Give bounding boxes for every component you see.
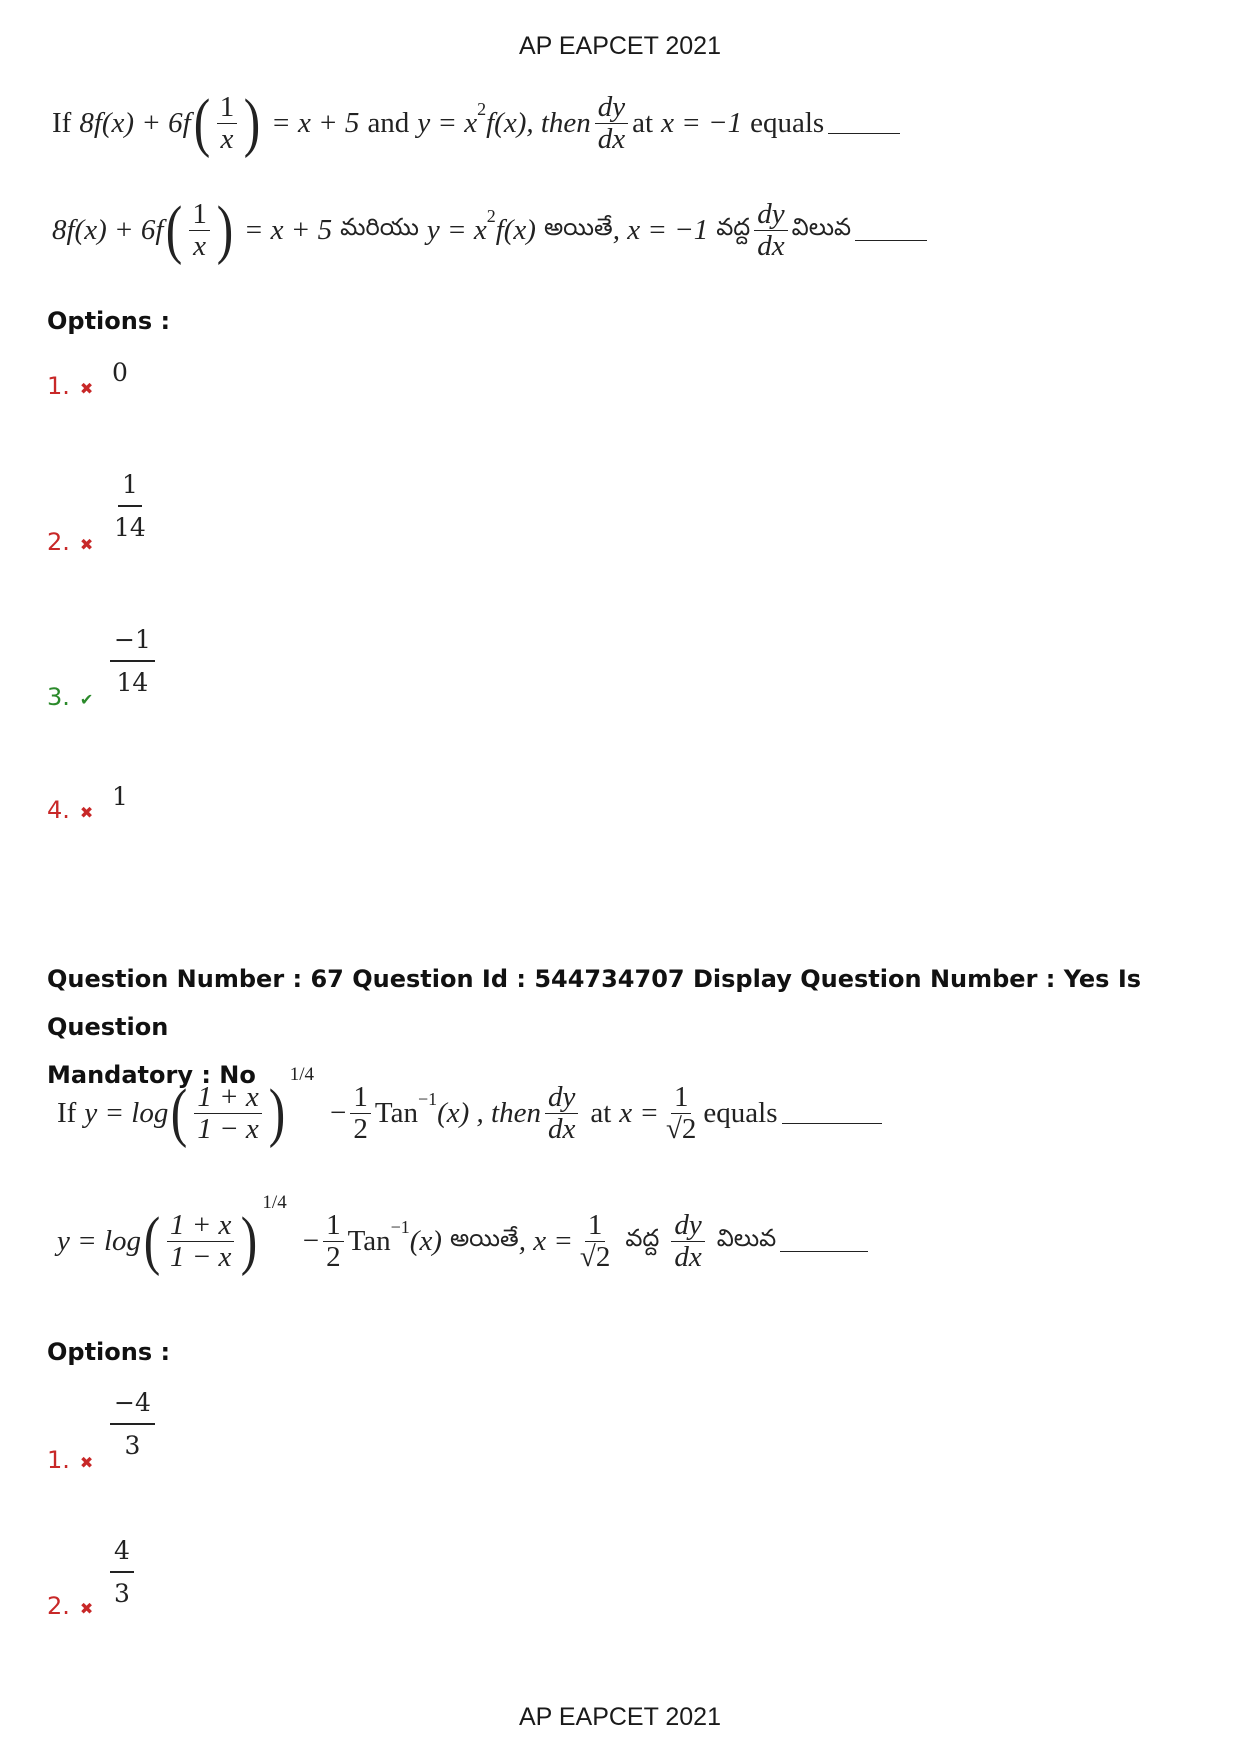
q66-te-lhs: 8f(x) + 6f (52, 213, 164, 246)
q66-te-dydx: $\frac{dy}{dx}$ (754, 199, 787, 261)
q66-option-3-value: $\frac{-1}{14}$ (110, 625, 155, 697)
q67-te-lparen: ( (143, 1204, 161, 1277)
q66-option-3 (47, 683, 93, 711)
q66-option-2 (47, 528, 93, 556)
q67-en-ylog: y = log (84, 1096, 169, 1129)
cross-icon: ✖ (79, 1599, 94, 1618)
q66-te-and: మరియు (340, 214, 419, 241)
q67-meta-line1: Question Number : 67 Question Id : 544734707 Display Question Number : Yes Is Question (47, 965, 1142, 1041)
option-number: 1. (47, 372, 70, 400)
q67-te-dydx: $\frac{dy}{dx}$ (671, 1210, 704, 1272)
q67-en-if: If (57, 1096, 77, 1129)
q67-te-rparen: ) (241, 1204, 258, 1277)
q66-option-4-value: 1 (112, 782, 128, 811)
cross-icon: ✖ (79, 379, 94, 398)
option-number: 2. (47, 1592, 70, 1620)
q66-option-1-value: 0 (112, 358, 128, 387)
q66-te-y2: f(x) (495, 213, 536, 246)
q66-te-if: అయితే (543, 214, 613, 241)
q67-option-2 (47, 1592, 93, 1620)
q67-en-dydx: $\frac{dy}{dx}$ (545, 1082, 578, 1144)
q67-en-frac: $\frac{1 + x}{1 - x}$ (194, 1082, 261, 1144)
q67-en-atx: x = (619, 1096, 659, 1129)
q66-te-lparen: ( (166, 193, 183, 266)
q67-question-telugu (57, 1192, 868, 1277)
cross-icon: ✖ (79, 1453, 94, 1472)
q67-te-atx: , x = (518, 1224, 573, 1257)
q67-en-inv: −1 (417, 1088, 438, 1109)
q66-en-y: y = x (417, 106, 478, 139)
q67-en-tanarg: (x) , then (437, 1096, 541, 1129)
q66-option-4 (47, 796, 93, 824)
q67-en-blank (782, 1103, 882, 1124)
q66-question-telugu (52, 193, 927, 266)
q67-option-1-value: $\frac{-4}{3}$ (110, 1388, 155, 1460)
q67-en-atfrac: $\frac{1}{√2}$ (666, 1081, 697, 1145)
option-number: 4. (47, 796, 70, 824)
q67-te-tan: Tan (347, 1224, 391, 1257)
q67-en-equals: equals (703, 1096, 778, 1129)
q67-te-blank (780, 1231, 868, 1252)
q67-te-value: విలువ (716, 1225, 777, 1252)
q66-te-y: y = x (426, 213, 487, 246)
option-number: 3. (47, 683, 70, 711)
q66-en-rparen: ) (243, 86, 261, 159)
page-footer-title: AP EAPCET 2021 (519, 1703, 721, 1731)
cross-icon: ✖ (79, 535, 94, 554)
cross-icon: ✖ (79, 803, 94, 822)
q66-en-at: at (632, 106, 654, 139)
q66-en-lparen: ( (193, 86, 210, 159)
q67-option-2-value: $\frac{4}{3}$ (110, 1536, 134, 1608)
q66-options-label: Options : (47, 307, 171, 335)
q66-te-rhs: = x + 5 (243, 213, 333, 246)
q66-en-and: and (367, 106, 410, 139)
q67-meta-line2: Mandatory : No (47, 1061, 256, 1089)
check-icon: ✔ (79, 690, 94, 709)
q67-option-1 (47, 1446, 93, 1474)
q66-en-frac: $\frac{1}{x}$ (217, 92, 238, 154)
q66-option-2-value: $\frac{1}{14}$ (114, 470, 146, 542)
q66-en-lhs: 8f(x) + 6f (79, 106, 191, 139)
q67-en-rparen: ) (268, 1076, 286, 1149)
q67-en-lparen: ( (171, 1076, 188, 1149)
q66-te-value: విలువ (791, 214, 852, 241)
q66-en-dydx: $\frac{dy}{dx}$ (595, 92, 628, 154)
q66-en-equals: equals (750, 106, 825, 139)
q66-question-english (52, 86, 900, 159)
q67-te-frac: $\frac{1 + x}{1 - x}$ (167, 1210, 234, 1272)
q67-en-tan: Tan (374, 1096, 418, 1129)
q67-en-at: at (590, 1096, 612, 1129)
q66-te-at: వద్ద (716, 214, 751, 241)
q66-te-blank (855, 220, 927, 241)
q66-en-blank (828, 113, 900, 134)
q67-en-half: $\frac{1}{2}$ (350, 1082, 371, 1144)
q66-en-y2: f(x), then (486, 106, 591, 139)
option-number: 2. (47, 528, 70, 556)
q67-te-if: అయితే (449, 1225, 519, 1252)
q66-en-sq: 2 (477, 98, 487, 119)
q67-te-ylog: y = log (57, 1224, 141, 1257)
page-header-title: AP EAPCET 2021 (519, 32, 721, 60)
q67-te-inv: −1 (390, 1216, 410, 1237)
q66-option-1 (47, 372, 93, 400)
q67-te-power: 1/4 (262, 1192, 287, 1213)
q67-metadata (47, 955, 1207, 1099)
q66-te-sq: 2 (486, 205, 496, 226)
q66-te-atx: , x = −1 (612, 213, 709, 246)
q67-en-power: 1/4 (289, 1064, 315, 1085)
q67-te-minus: − (302, 1224, 320, 1257)
q66-en-atx: x = −1 (661, 106, 743, 139)
q67-te-at: వద్ద (625, 1225, 660, 1252)
q66-te-rparen: ) (216, 193, 234, 266)
option-number: 1. (47, 1446, 70, 1474)
q67-options-label: Options : (47, 1338, 171, 1366)
q67-te-half: $\frac{1}{2}$ (323, 1210, 344, 1272)
q67-te-atfrac: $\frac{1}{√2}$ (579, 1209, 611, 1273)
q67-te-tanarg: (x) (409, 1224, 442, 1257)
q66-te-frac: $\frac{1}{x}$ (189, 199, 210, 261)
q66-en-if: If (52, 106, 72, 139)
q67-en-minus: − (330, 1096, 347, 1129)
q66-en-rhs: = x + 5 (271, 106, 360, 139)
